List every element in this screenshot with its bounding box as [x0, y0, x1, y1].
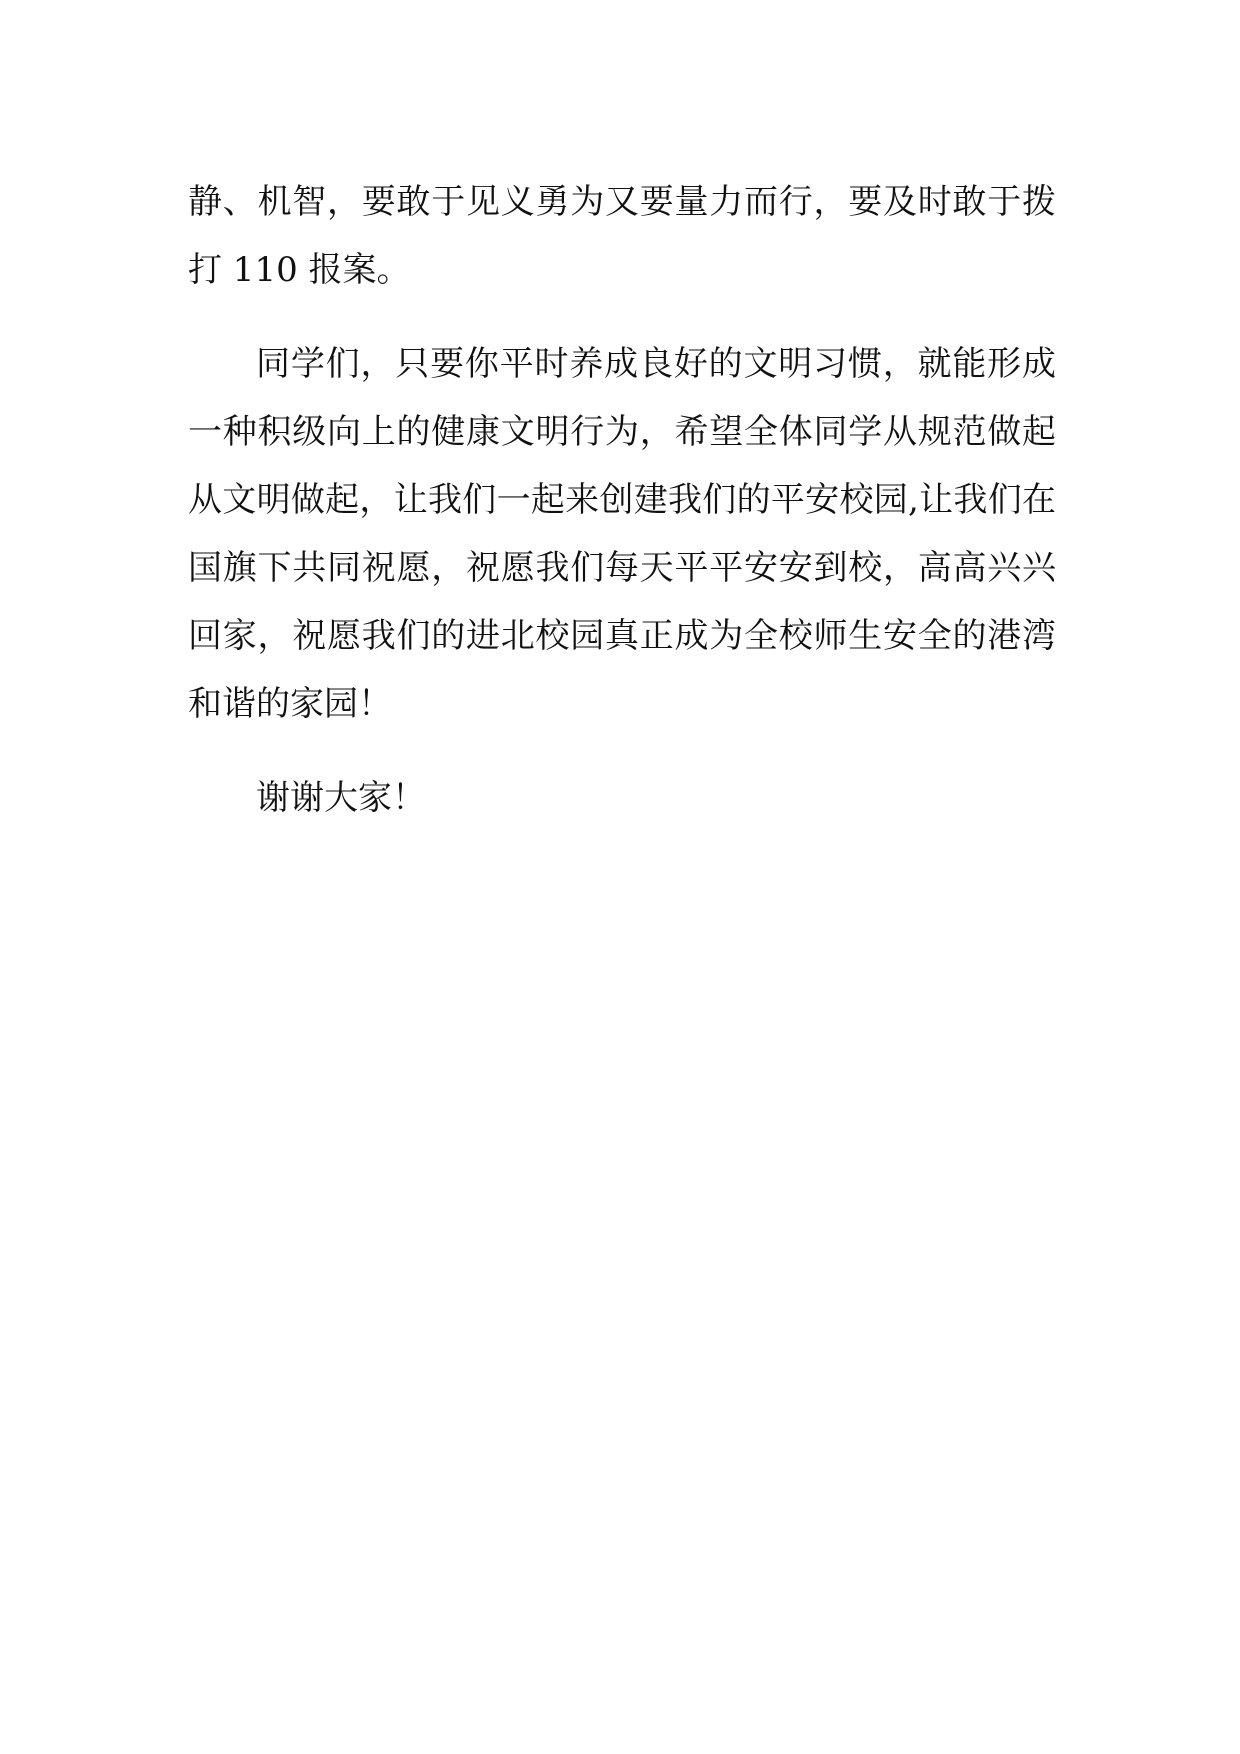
paragraph-2-line-3: 从文明做起，让我们一起来创建我们的平安校园,让我们在 [188, 480, 1056, 520]
paragraph-1 [188, 168, 1056, 304]
paragraph-2 [188, 330, 1056, 738]
paragraph-2-line-1: 同学们，只要你平时养成良好的文明习惯，就能形成 [256, 344, 1056, 384]
paragraph-2-line-5: 回家，祝愿我们的进北校园真正成为全校师生安全的港湾 [188, 616, 1056, 656]
closing-line: 谢谢大家！ [256, 778, 426, 818]
paragraph-3 [188, 764, 1056, 832]
document-body [188, 168, 1056, 832]
paragraph-2-line-6: 和谐的家园！ [188, 684, 392, 724]
paragraph-spacing [188, 304, 1056, 330]
paragraph-spacing [188, 738, 1056, 764]
paragraph-1-line-1: 静、机智，要敢于见义勇为又要量力而行，要及时敢于拨 [188, 182, 1056, 222]
paragraph-2-line-4: 国旗下共同祝愿，祝愿我们每天平平安安到校，高高兴兴 [188, 548, 1056, 588]
paragraph-2-line-2: 一种积级向上的健康文明行为，希望全体同学从规范做起 [188, 412, 1056, 452]
paragraph-1-line-2: 打 110 报案。 [188, 250, 411, 290]
